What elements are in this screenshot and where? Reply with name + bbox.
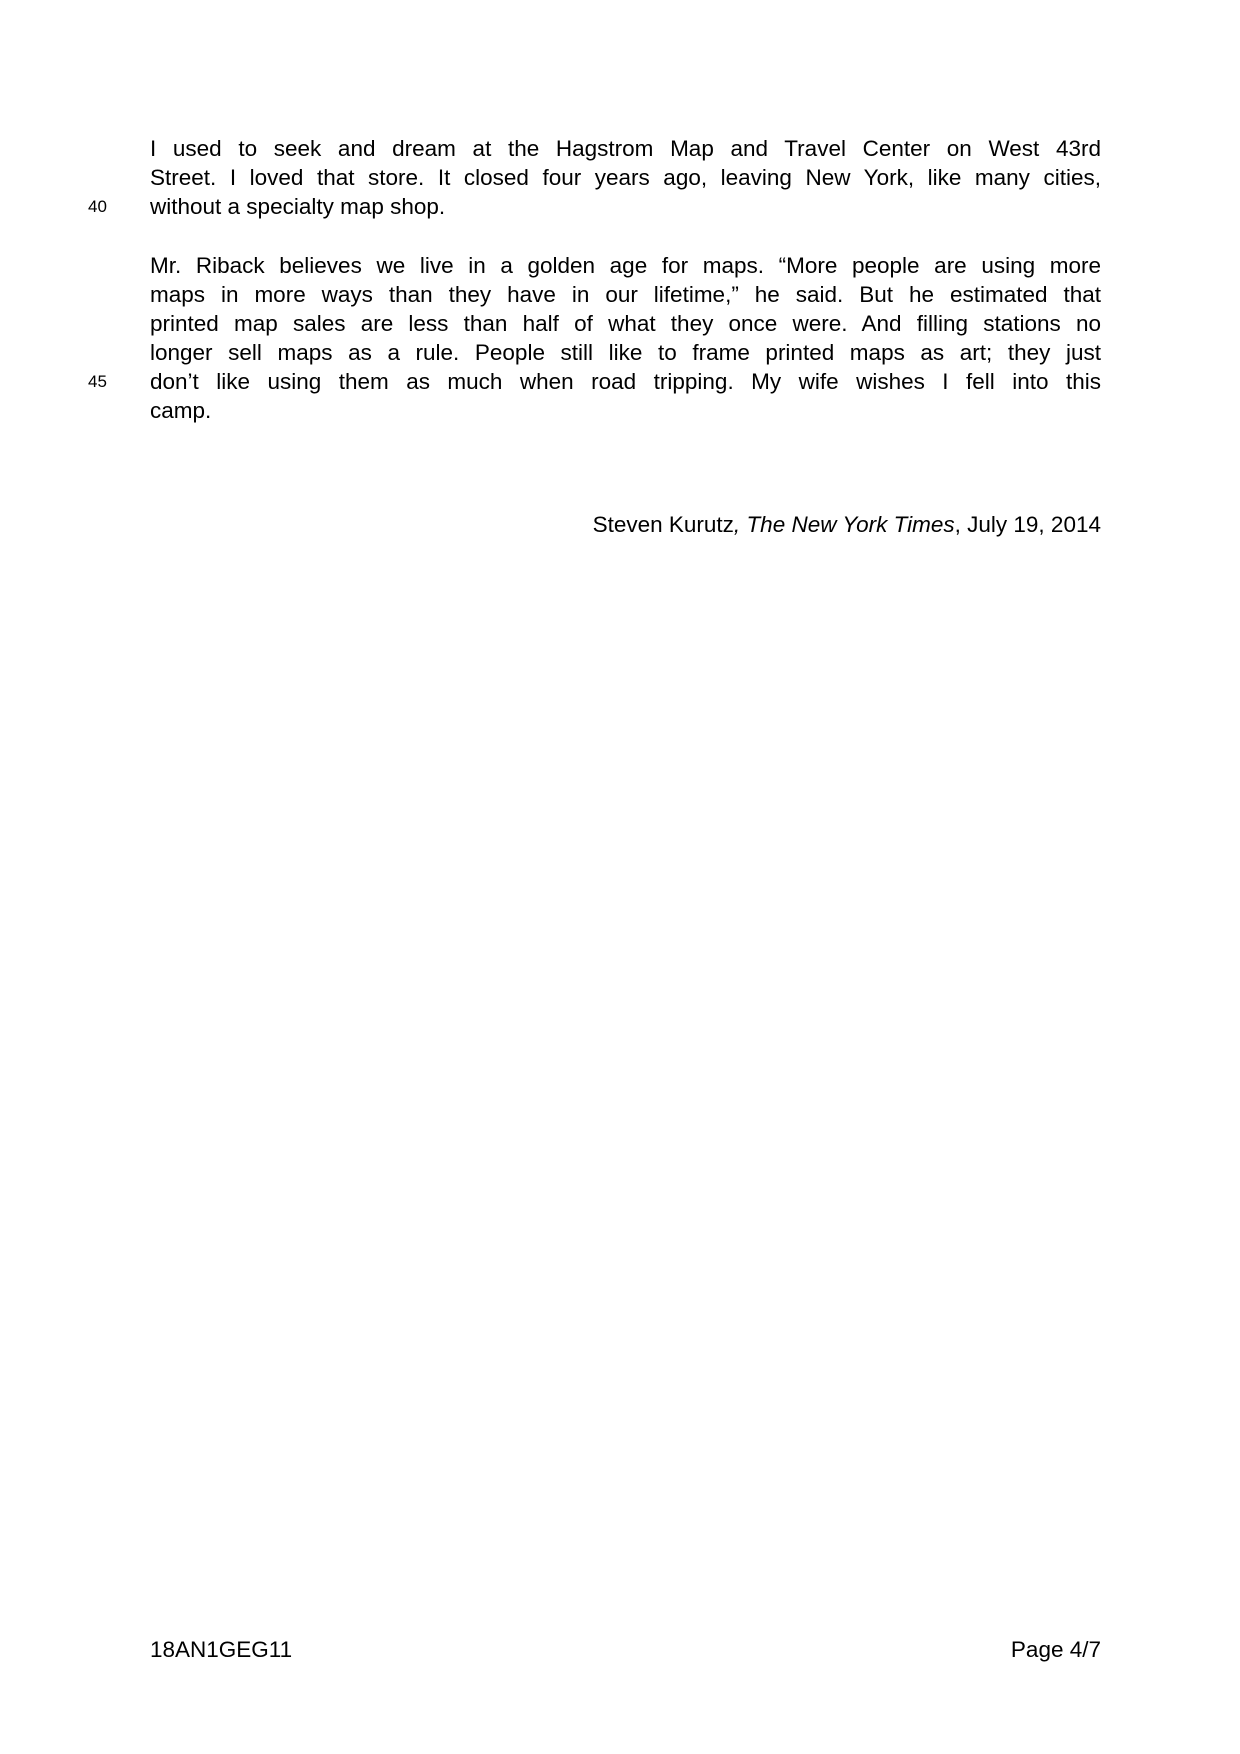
- text-line: Street. I loved that store. It closed four years ago, leaving New York, like many cities,: [150, 165, 1101, 190]
- paragraph-1: [150, 134, 1101, 221]
- text-line: longer sell maps as a rule. People still like to frame printed maps as art; they just: [150, 340, 1101, 365]
- text-line: I used to seek and dream at the Hagstrom Map and Travel Center on West 43rd: [150, 136, 1101, 161]
- date: , July 19, 2014: [954, 512, 1101, 537]
- line-number-45: 45: [88, 372, 107, 391]
- document-code: 18AN1GEG11: [150, 1637, 293, 1662]
- publication: The New York Times: [746, 512, 955, 537]
- paragraph-2: [150, 251, 1101, 425]
- author: Steven Kurutz: [592, 512, 734, 537]
- text-line: printed map sales are less than half of what they once were. And filling stations no: [150, 311, 1101, 336]
- page-number: Page 4/7: [1010, 1637, 1101, 1662]
- text-line: without a specialty map shop.: [150, 194, 446, 219]
- text-line: don’t like using them as much when road tripping. My wife wishes I fell into this: [150, 369, 1101, 394]
- line-number-40: 40: [88, 197, 107, 216]
- text-line: Mr. Riback believes we live in a golden age for maps. “More people are using more: [150, 253, 1101, 278]
- text-line: camp.: [150, 398, 212, 423]
- attribution: Steven Kurutz, The New York Times, July 19, 2014: [592, 512, 1101, 537]
- text-line: maps in more ways than they have in our lifetime,” he said. But he estimated that: [150, 282, 1101, 307]
